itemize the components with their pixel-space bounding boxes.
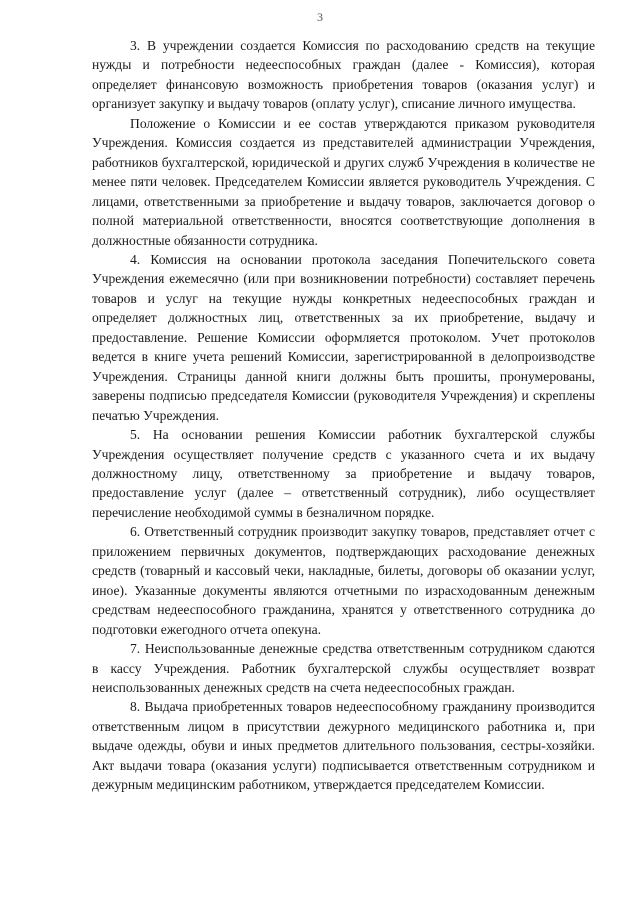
paragraph-5: 5. На основании решения Комиссии работник бухгалтерской службы Учреждения осуществляет получение средств с указанного счета и их выдачу должностному лицу, ответственному за приобретение и выдачу товаров, предоставление услуг (далее – ответственный сотрудник), либо осуществляет перечисление необходимой суммы в безналичном порядке. xyxy=(92,427,595,520)
paragraph-3: 3. В учреждении создается Комиссия по расходованию средств на текущие нужды и потребности недееспособных граждан (далее - Комиссия), которая определяет финансовую возможность приобретения товаров (оказания услуг) и организует закупку и выдачу товаров (оплату услуг), списание личного имущества. xyxy=(92,38,595,112)
paragraph-7: 7. Неиспользованные денежные средства ответственным сотрудником сдаются в кассу Учреждения. Работник бухгалтерской службы осуществляет возврат неиспользованных денежных средств на счета недееспособных граждан. xyxy=(92,641,595,695)
paragraph-4: 4. Комиссия на основании протокола заседания Попечительского совета Учреждения ежемесячно (или при возникновении потребности) составляет перечень товаров и услуг на текущие нужды конкретных недееспособных граждан и определяет должностных лиц, ответственных за их приобретение, выдачу и предоставление. Решение Комиссии оформляется протоколом. Учет протоколов ведется в книге учета решений Комиссии, зарегистрированной в делопроизводстве Учреждения. Страницы данной книги должны быть прошиты, пронумерованы, заверены подписью председателя Комиссии (руководителя Учреждения) и скреплены печатью Учреждения. xyxy=(92,251,595,423)
paragraph-6: 6. Ответственный сотрудник производит закупку товаров, представляет отчет с приложением первичных документов, подтверждающих расходование денежных средств (товарный и кассовый чеки, накладные, билеты, договоры об оказании услуг, иное). Указанные документы являются отчетными по израсходованным денежным средствам недееспособного гражданина, хранятся у ответственного сотрудника до подготовки ежегодного отчета опекуна. xyxy=(92,524,595,637)
paragraph-commission-regulation: Положение о Комиссии и ее состав утверждаются приказом руководителя Учреждения. Комиссия создается из представителей администрации Учреждения, работников бухгалтерской, юридической и других служб Учреждения в количестве не менее пяти человек. Председателем Комиссии является руководитель Учреждения. С лицами, ответственными за приобретение и выдачу товаров, заключается договор о полной материальной ответственности, вносятся соответствующие дополнения в должностные обязанности сотрудника. xyxy=(92,115,595,248)
document-body xyxy=(92,36,595,795)
paragraph-8: 8. Выдача приобретенных товаров недееспособному гражданину производится ответственным лицом в присутствии дежурного медицинского работника и, при выдаче одежды, обуви и иных предметов длительного пользования, сестры-хозяйки. Акт выдачи товара (оказания услуги) подписывается ответственным сотрудником и дежурным медицинским работником, утверждается председателем Комиссии. xyxy=(92,699,595,793)
page-number: 3 xyxy=(317,10,323,24)
